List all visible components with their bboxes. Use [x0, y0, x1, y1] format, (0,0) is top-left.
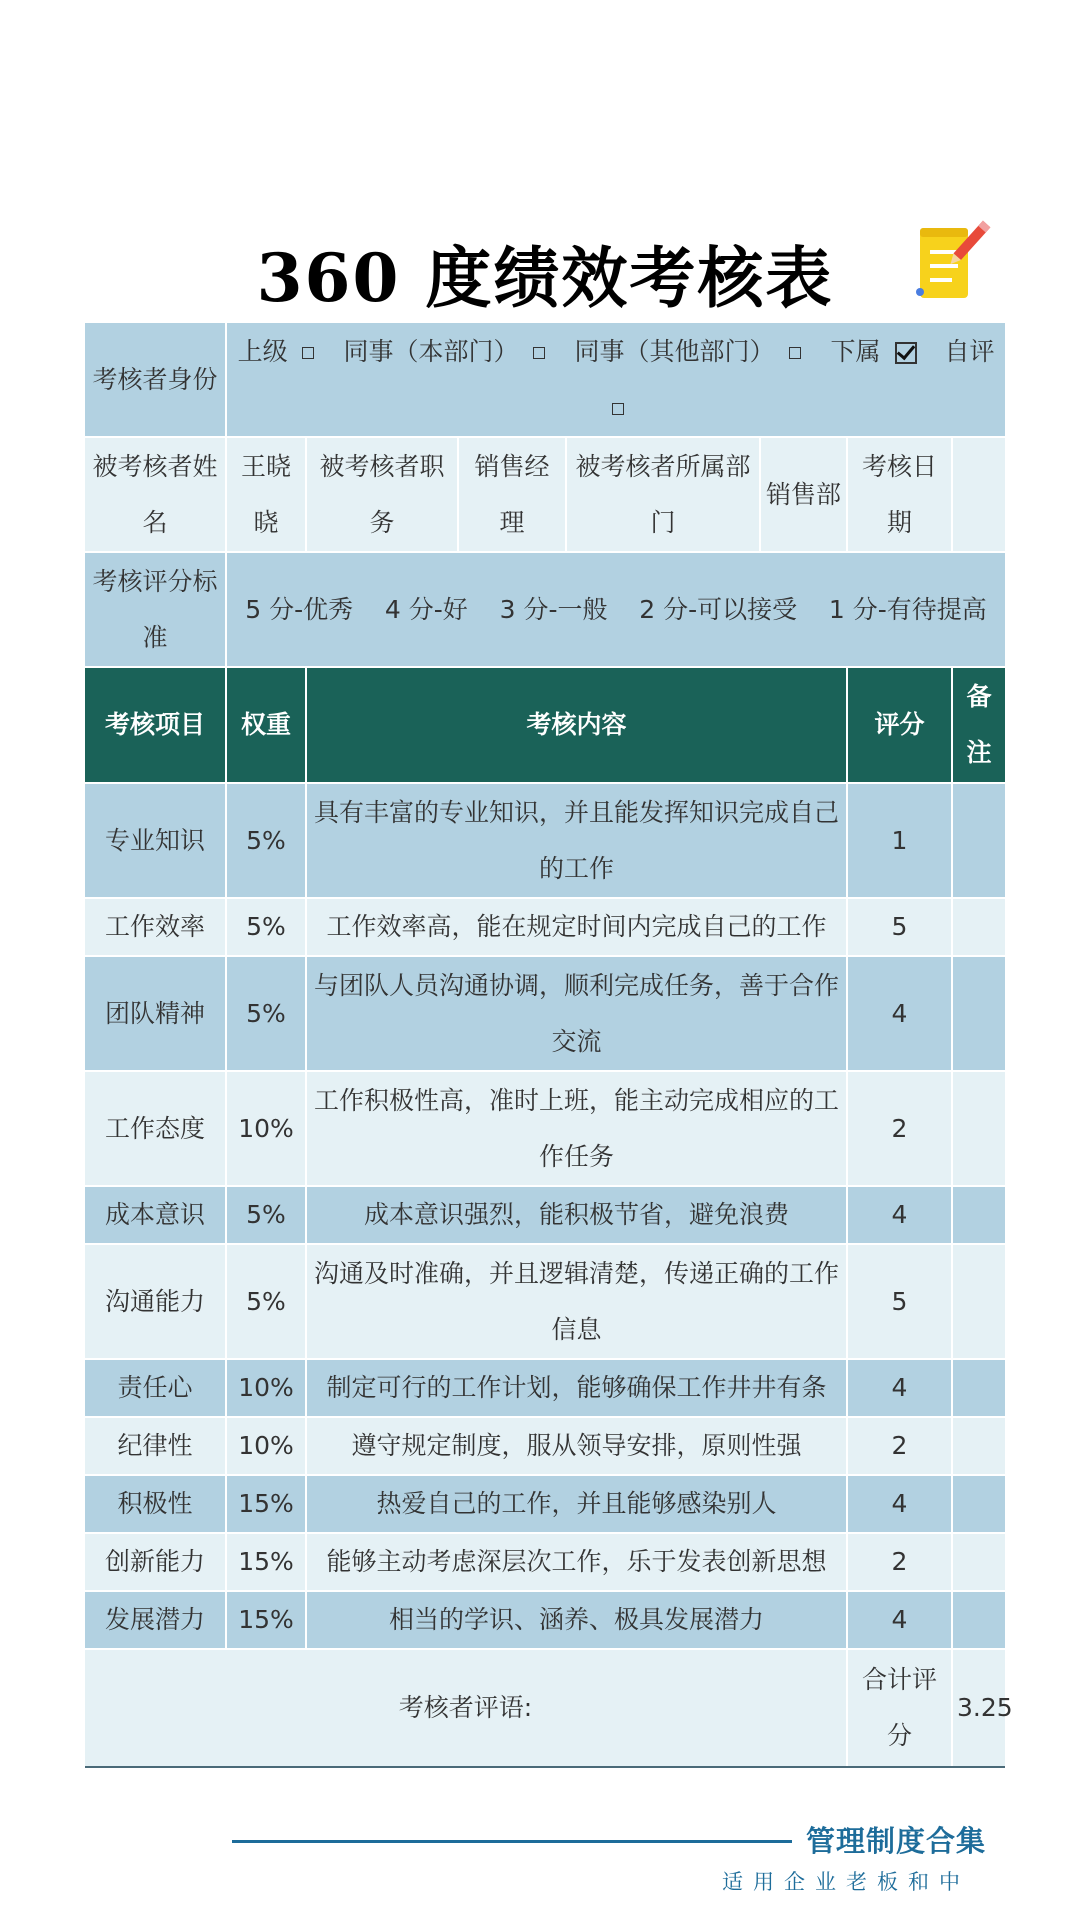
table-header — [85, 667, 1005, 783]
row-score: 4 — [847, 1475, 952, 1533]
row-item: 工作效率 — [85, 898, 226, 956]
row-item: 纪律性 — [85, 1417, 226, 1475]
row-content: 与团队人员沟通协调，顺利完成任务，善于合作交流 — [306, 956, 847, 1071]
role-option[interactable]: 上级 — [238, 337, 324, 366]
row-weight: 10% — [226, 1417, 306, 1475]
table-row — [85, 1417, 1005, 1475]
row-content: 能够主动考虑深层次工作，乐于发表创新思想 — [306, 1533, 847, 1591]
comment-label[interactable]: 考核者评语: — [85, 1649, 847, 1767]
appraisal-table — [85, 323, 1013, 1768]
row-score: 2 — [847, 1417, 952, 1475]
row-weight: 15% — [226, 1591, 306, 1649]
row-note[interactable] — [952, 783, 1005, 898]
department-label: 被考核者所属部门 — [566, 437, 760, 552]
row-score: 5 — [847, 1244, 952, 1359]
brand-title: 管理制度合集 — [806, 1824, 987, 1858]
row-note[interactable] — [952, 956, 1005, 1071]
notepad-pencil-icon — [912, 218, 1002, 304]
brand-divider — [232, 1840, 792, 1843]
row-score: 4 — [847, 1186, 952, 1244]
row-weight: 5% — [226, 898, 306, 956]
role-option[interactable]: 同事（其他部门） — [575, 337, 811, 366]
row-note[interactable] — [952, 898, 1005, 956]
row-content: 制定可行的工作计划，能够确保工作井井有条 — [306, 1359, 847, 1417]
table-row — [85, 1071, 1005, 1186]
row-item: 创新能力 — [85, 1533, 226, 1591]
row-weight: 15% — [226, 1533, 306, 1591]
table-row — [85, 898, 1005, 956]
row-note[interactable] — [952, 1244, 1005, 1359]
reviewer-row — [85, 323, 1005, 437]
checkbox-icon[interactable] — [789, 347, 801, 359]
reviewer-label: 考核者身份 — [85, 323, 226, 437]
table-row — [85, 783, 1005, 898]
page-title: 360 度绩效考核表 — [256, 239, 834, 317]
date-label: 考核日期 — [847, 437, 952, 552]
row-weight: 10% — [226, 1071, 306, 1186]
header-score: 评分 — [847, 667, 952, 783]
row-content: 具有丰富的专业知识，并且能发挥知识完成自己的工作 — [306, 783, 847, 898]
row-content: 遵守规定制度，服从领导安排，原则性强 — [306, 1417, 847, 1475]
row-weight: 5% — [226, 1186, 306, 1244]
standard-row — [85, 552, 1005, 667]
row-score: 2 — [847, 1533, 952, 1591]
header-weight: 权重 — [226, 667, 306, 783]
row-note[interactable] — [952, 1417, 1005, 1475]
role-option[interactable]: 自评 — [598, 337, 994, 422]
row-content: 工作积极性高，准时上班，能主动完成相应的工作任务 — [306, 1071, 847, 1186]
row-score: 4 — [847, 956, 952, 1071]
total-score: 3.25 — [952, 1649, 1005, 1767]
row-weight: 10% — [226, 1359, 306, 1417]
table-row — [85, 1533, 1005, 1591]
row-weight: 5% — [226, 783, 306, 898]
employee-row — [85, 437, 1005, 552]
checked-checkbox-icon[interactable] — [895, 342, 917, 364]
row-note[interactable] — [952, 1475, 1005, 1533]
checkbox-icon[interactable] — [302, 347, 314, 359]
checkbox-icon[interactable] — [533, 347, 545, 359]
role-option[interactable]: 同事（本部门） — [344, 337, 555, 366]
table-row — [85, 956, 1005, 1071]
row-note[interactable] — [952, 1071, 1005, 1186]
row-item: 发展潜力 — [85, 1591, 226, 1649]
standard-text: 5 分-优秀 4 分-好 3 分-一般 2 分-可以接受 1 分-有待提高 — [226, 552, 1005, 667]
brand-subtitle: 适用企业老板和中 — [722, 1870, 970, 1894]
row-content: 工作效率高，能在规定时间内完成自己的工作 — [306, 898, 847, 956]
position-label: 被考核者职务 — [306, 437, 458, 552]
row-note[interactable] — [952, 1186, 1005, 1244]
row-score: 2 — [847, 1071, 952, 1186]
row-weight: 5% — [226, 956, 306, 1071]
row-score: 5 — [847, 898, 952, 956]
row-item: 成本意识 — [85, 1186, 226, 1244]
standard-label: 考核评分标准 — [85, 552, 226, 667]
header-item: 考核项目 — [85, 667, 226, 783]
row-item: 工作态度 — [85, 1071, 226, 1186]
row-item: 沟通能力 — [85, 1244, 226, 1359]
name-label: 被考核者姓名 — [85, 437, 226, 552]
row-weight: 5% — [226, 1244, 306, 1359]
row-item: 团队精神 — [85, 956, 226, 1071]
table-row — [85, 1186, 1005, 1244]
role-options — [226, 323, 1005, 437]
date-field[interactable] — [952, 437, 1005, 552]
row-item: 积极性 — [85, 1475, 226, 1533]
row-note[interactable] — [952, 1359, 1005, 1417]
employee-department: 销售部 — [760, 437, 847, 552]
row-content: 相当的学识、涵养、极具发展潜力 — [306, 1591, 847, 1649]
row-content: 沟通及时准确，并且逻辑清楚，传递正确的工作信息 — [306, 1244, 847, 1359]
total-label: 合计评分 — [847, 1649, 952, 1767]
header-note: 备注 — [952, 667, 1005, 783]
row-score: 4 — [847, 1359, 952, 1417]
role-option[interactable]: 下属 — [830, 337, 924, 366]
checkbox-icon[interactable] — [612, 403, 624, 415]
summary-row — [85, 1649, 1005, 1767]
employee-position: 销售经理 — [458, 437, 566, 552]
header-content: 考核内容 — [306, 667, 847, 783]
table-row — [85, 1244, 1005, 1359]
row-content: 成本意识强烈，能积极节省，避免浪费 — [306, 1186, 847, 1244]
row-content: 热爱自己的工作，并且能够感染别人 — [306, 1475, 847, 1533]
row-item: 责任心 — [85, 1359, 226, 1417]
row-score: 4 — [847, 1591, 952, 1649]
row-score: 1 — [847, 783, 952, 898]
table-row — [85, 1359, 1005, 1417]
table-row — [85, 1475, 1005, 1533]
row-item: 专业知识 — [85, 783, 226, 898]
row-note[interactable] — [952, 1533, 1005, 1591]
employee-name: 王晓晓 — [226, 437, 306, 552]
row-weight: 15% — [226, 1475, 306, 1533]
row-note[interactable] — [952, 1591, 1005, 1649]
table-row — [85, 1591, 1005, 1649]
